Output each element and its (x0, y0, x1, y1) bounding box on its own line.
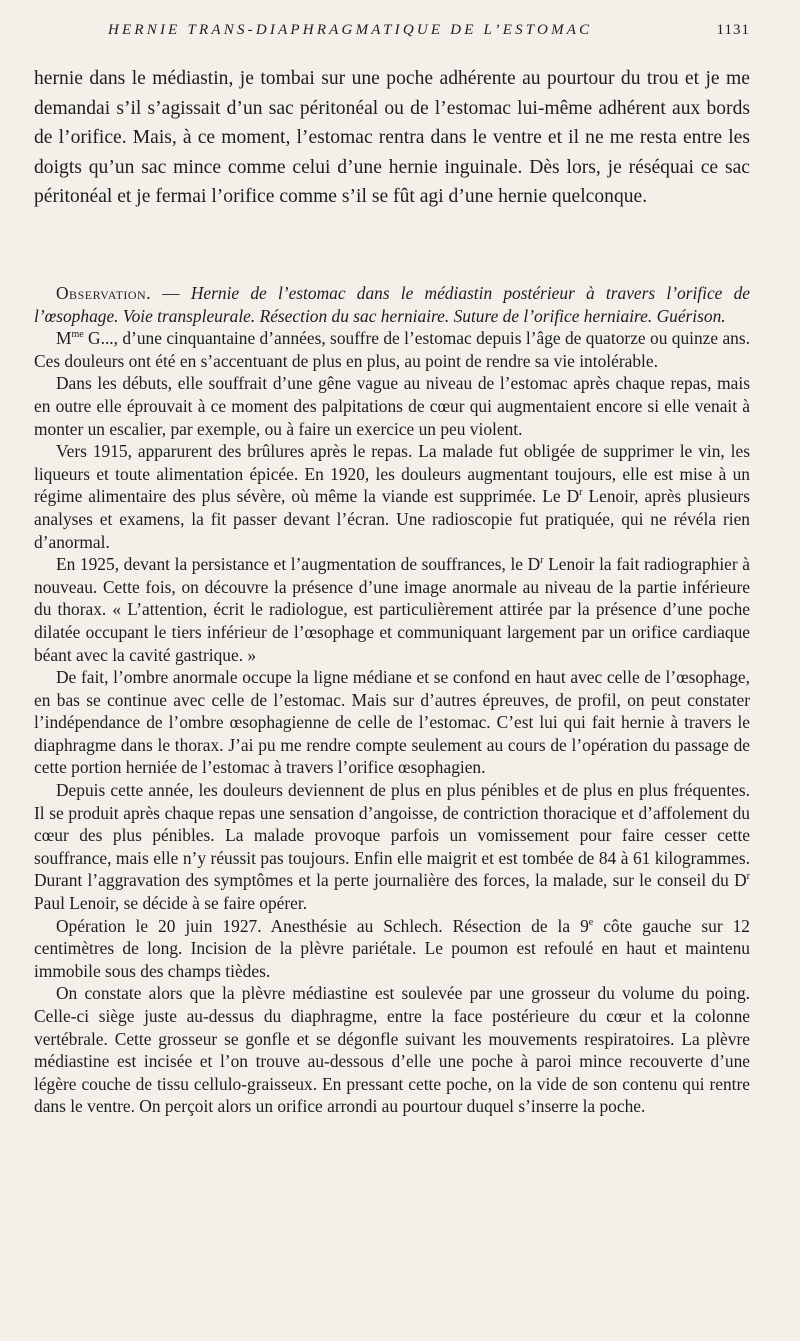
paragraph-7 (34, 915, 750, 983)
paragraph-2: Dans les débuts, elle souffrait d’une gêne vague au niveau de l’estomac après chaque repas, mais en outre elle éprouvait à ce moment des palpitations de cœur qui augmentaient encore si elle venait à monter un escalier, par exemple, ou à faire un exercice un peu violent. (34, 373, 750, 439)
lead-paragraph-block (34, 64, 750, 212)
running-title: HERNIE TRANS-DIAPHRAGMATIQUE DE L’ESTOMAC (108, 22, 593, 38)
paragraph-3-text-a: Vers 1915, apparurent des brûlures après le repas. La malade fut obligée de supprimer le vin, les liqueurs et toute alimentation épicée. En 1920, les douleurs augmentant toujours, elle est mise à un régime alimentaire des plus sévère, où même la viande est supprimée. Le D (34, 441, 750, 507)
paragraph-3 (34, 440, 750, 553)
paragraph-6-superscript: r (746, 871, 750, 883)
patient-superscript: me (71, 329, 84, 341)
paragraph-3-superscript: r (579, 487, 583, 499)
paragraph-6-text-b: Paul Lenoir, se décide à se faire opérer. (34, 893, 308, 914)
paragraph-1 (34, 327, 750, 372)
paragraph-4-superscript: r (540, 555, 544, 567)
observation-section (34, 282, 750, 1118)
paragraph-7-superscript: e (588, 916, 594, 928)
running-header (108, 22, 750, 42)
patient-prefix: M (56, 328, 72, 349)
observation-title: Hernie de l’estomac dans le médiastin postérieur à travers l’orifice de l’œsophage. Voie transpleurale. Résection du sac herniaire. Suture de l’orifice herniaire. Guérison. (34, 283, 750, 326)
lead-paragraph: hernie dans le médiastin, je tombai sur une poche adhérente au pourtour du trou et je me demandai s’il s’agissait d’un sac péritonéal ou de l’estomac lui-même adhérent aux bords de l’orifice. Mais, à ce moment, l’estomac rentra dans le ventre et il ne me resta entre les doigts qu’un sac mince comme celui d’une hernie inguinale. Dès lors, je réséquai ce sac péritonéal et je fermai l’orifice comme s’il se fût agi d’une hernie quelconque. (34, 68, 750, 208)
observation-heading (34, 282, 750, 327)
paragraph-4-text-b: Lenoir la fait radiographier à nouveau. Cette fois, on découvre la présence d’une image anormale au niveau de la partie inférieure du thorax. « L’attention, écrit le radiologue, est particulièrement attirée par la présence d’une poche dilatée occupant le tiers inférieur de l’œsophage et communiquant largement par un orifice cardiaque béant avec la cavité gastrique. » (34, 554, 750, 665)
paragraph-1-text: G..., d’une cinquantaine d’années, souffre de l’estomac depuis l’âge de quatorze ou quinze ans. Ces douleurs ont été en s’accentuant de plus en plus, au point de rendre sa vie intolérable. (34, 328, 750, 371)
paragraph-6 (34, 779, 750, 915)
paragraph-4 (34, 553, 750, 666)
observation-dash: — (151, 283, 191, 303)
paragraph-5: De fait, l’ombre anormale occupe la ligne médiane et se confond en haut avec celle de l’œsophage, en bas se continue avec celle de l’estomac. Mais sur d’autres épreuves, de profil, on peut constater l’indépendance de l’ombre œsophagienne de celle de l’estomac. C’est lui qui fait hernie à travers le diaphragme dans le thorax. J’ai pu me rendre compte seulement au cours de l’opération du passage de cette portion herniée de l’estomac à travers l’orifice œsophagien. (34, 667, 750, 778)
paragraph-6-text-a: Depuis cette année, les douleurs deviennent de plus en plus pénibles et de plus en plus fréquentes. Il se produit après chaque repas une sensation d’angoisse, de contriction thoracique et d’affolement du cœur des plus pénibles. La malade provoque parfois un vomissement pour faire cesser cette souffrance, mais elle n’y réussit pas toujours. Enfin elle maigrit et est tombée de 84 à 61 kilogrammes. Durant l’aggravation des symptômes et la perte journalière des forces, la malade, sur le conseil du D (34, 780, 750, 891)
page-number: 1131 (716, 22, 750, 38)
observation-label: Observation. (56, 283, 152, 303)
paragraph-4-text-a: En 1925, devant la persistance et l’augmentation de souffrances, le D (56, 554, 541, 575)
paragraph-7-text-a: Opération le 20 juin 1927. Anesthésie au Schlech. Résection de la 9 (56, 915, 589, 936)
paragraph-3-text-b: Lenoir, après plusieurs analyses et examens, la fit passer devant l’écran. Une radioscopie fut pratiquée, qui ne révéla rien d’anormal. (34, 486, 750, 552)
paragraph-8: On constate alors que la plèvre médiastine est soulevée par une grosseur du volume du poing. Celle-ci siège juste au-dessus du diaphragme, entre la face postérieure du cœur et la colonne vertébrale. Cette grosseur se gonfle et se dégonfle suivant les mouvements respiratoires. La plèvre médiastine est incisée et l’on trouve au-dessous d’elle une poche à paroi mince recouverte d’une légère couche de tissu cellulo-graisseux. En pressant cette poche, on la vide de son contenu qui rentre dans le ventre. On perçoit alors un orifice arrondi au pourtour duquel s’inserre la poche. (34, 983, 750, 1117)
paragraph-7-text-b: côte gauche sur 12 centimètres de long. Incision de la plèvre pariétale. Le poumon est refoulé en haut et maintenu immobile sous des champs tièdes. (34, 915, 750, 981)
